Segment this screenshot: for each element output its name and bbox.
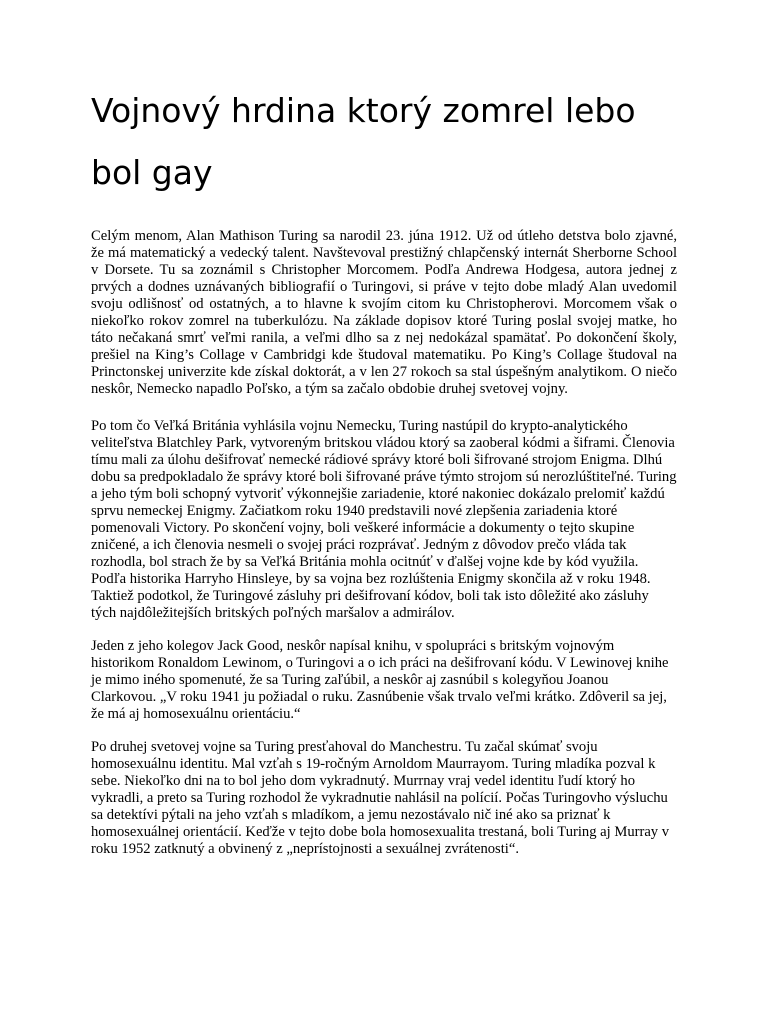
paragraph-manchester: Po druhej svetovej vojne sa Turing presťahoval do Manchestru. Tu začal skúmať svoju homosexuálnu identitu. Mal vzťah s 19-ročným Arnoldom Maurrayom. Turing mladíka pozval k sebe. Niekoľko dni na to bol jeho dom vykradnutý. Murrnay vraj vedel identitu ľudí ktorý ho vykradli, a preto sa Turing rozhodol že vykradnutie nahlásil na polícií. Počas Turingovho výsluchu sa detektívi pýtali na jeho vzťah s mladíkom, a jemu nezostávalo nič iné ako sa priznať k homosexuálnej orientácií. Keďže v tejto dobe bola homosexualita trestaná, boli Turing aj Murray v roku 1952 zatknutý a obvinený z „neprístojnosti a sexuálnej zvrátenosti“. <box>91 739 670 857</box>
document-body <box>91 228 677 874</box>
page-title: Vojnový hrdina ktorý zomrel lebo bol gay <box>91 91 636 192</box>
paragraph-early-life: Celým menom, Alan Mathison Turing sa narodil 23. júna 1912. Už od útleho detstva bolo zjavné, že má matematický a vedecký talent. Navštevoval prestižný chlapčenský internát Sherborne School v Dorsete. Tu sa zoznámil s Christopher Morcomem. Podľa Andrewa Hodgesa, autora jednej z prvých a dodnes uznávaných bibliografií o Turingovi, si práve v tejto dobe mladý Alan uvedomil svoju odlišnosť od ostatných, a to hlavne k svojím citom ku Christopherovi. Morcomem však o niekoľko rokov zomrel na tuberkulózu. Na základe dopisov ktoré Turing poslal svojej matke, ho táto nečakaná smrť veľmi ranila, a veľmi dlho sa z nej nedokázal spamätať. Po dokončení školy, prešiel na King’s Collage v Cambridgi kde študoval matematiku. Po King’s Collage študoval na Princtonskej univerzite kde získal doktorát, a v len 27 rokoch sa stal úspešným analytikom. O niečo neskôr, Nemecko napadlo Poľsko, a tým sa začalo obdobie druhej svetovej vojny. <box>91 228 677 397</box>
paragraph-enigma: Po tom čo Veľká Británia vyhlásila vojnu Nemecku, Turing nastúpil do krypto-analytického veliteľstva Blatchley Park, vytvoreným britskou vládou ktorý sa zaoberal kódmi a šiframi. Členovia tímu mali za úlohu dešifrovať nemecké rádiové správy ktoré boli šifrované strojom Enigma. Dlhú dobu sa predpokladalo že správy ktoré boli šifrované práve týmto strojom sú nerozlúštiteľné. Turing a jeho tým boli schopný vytvoriť výkonnejšie zariadenie, ktoré nakoniec dokázalo prelomiť každú sprvu nemeckej Enigmy. Začiatkom roku 1940 predstavili nové zlepšenia zariadenia ktoré pomenovali Victory. Po skončení vojny, boli veškeré informácie a dokumenty o tejto skupine zničené, a ich členovia nesmeli o svojej práci rozprávať. Jedným z dôvodov prečo vláda tak rozhodla, bol strach že by sa Veľká Británia mohla ocitnúť v ďalšej vojne kde by kód využila. Podľa historika Harryho Hinsleye, by sa vojna bez rozlúštenia Enigmy skončila až v roku 1948. Taktiež podotkol, že Turingové zásluhy pri dešifrovaní kódov, boli tak isto dôležité ako zásluhy tých najdôležitejších britských poľných maršalov a admirálov. <box>91 418 677 621</box>
paragraph-engagement: Jeden z jeho kolegov Jack Good, neskôr napísal knihu, v spolupráci s britským vojnovým historikom Ronaldom Lewinom, o Turingovi a o ich práci na dešifrovaní kódu. V Lewinovej knihe je mimo iného spomenuté, že sa Turing zaľúbil, a neskôr aj zasnúbil s kolegyňou Joanou Clarkovou. „V roku 1941 ju požiadal o ruku. Zasnúbenie však trvalo veľmi krátko. Zdôveril sa jej, že má aj homosexuálnu orientáciu.“ <box>91 638 669 722</box>
